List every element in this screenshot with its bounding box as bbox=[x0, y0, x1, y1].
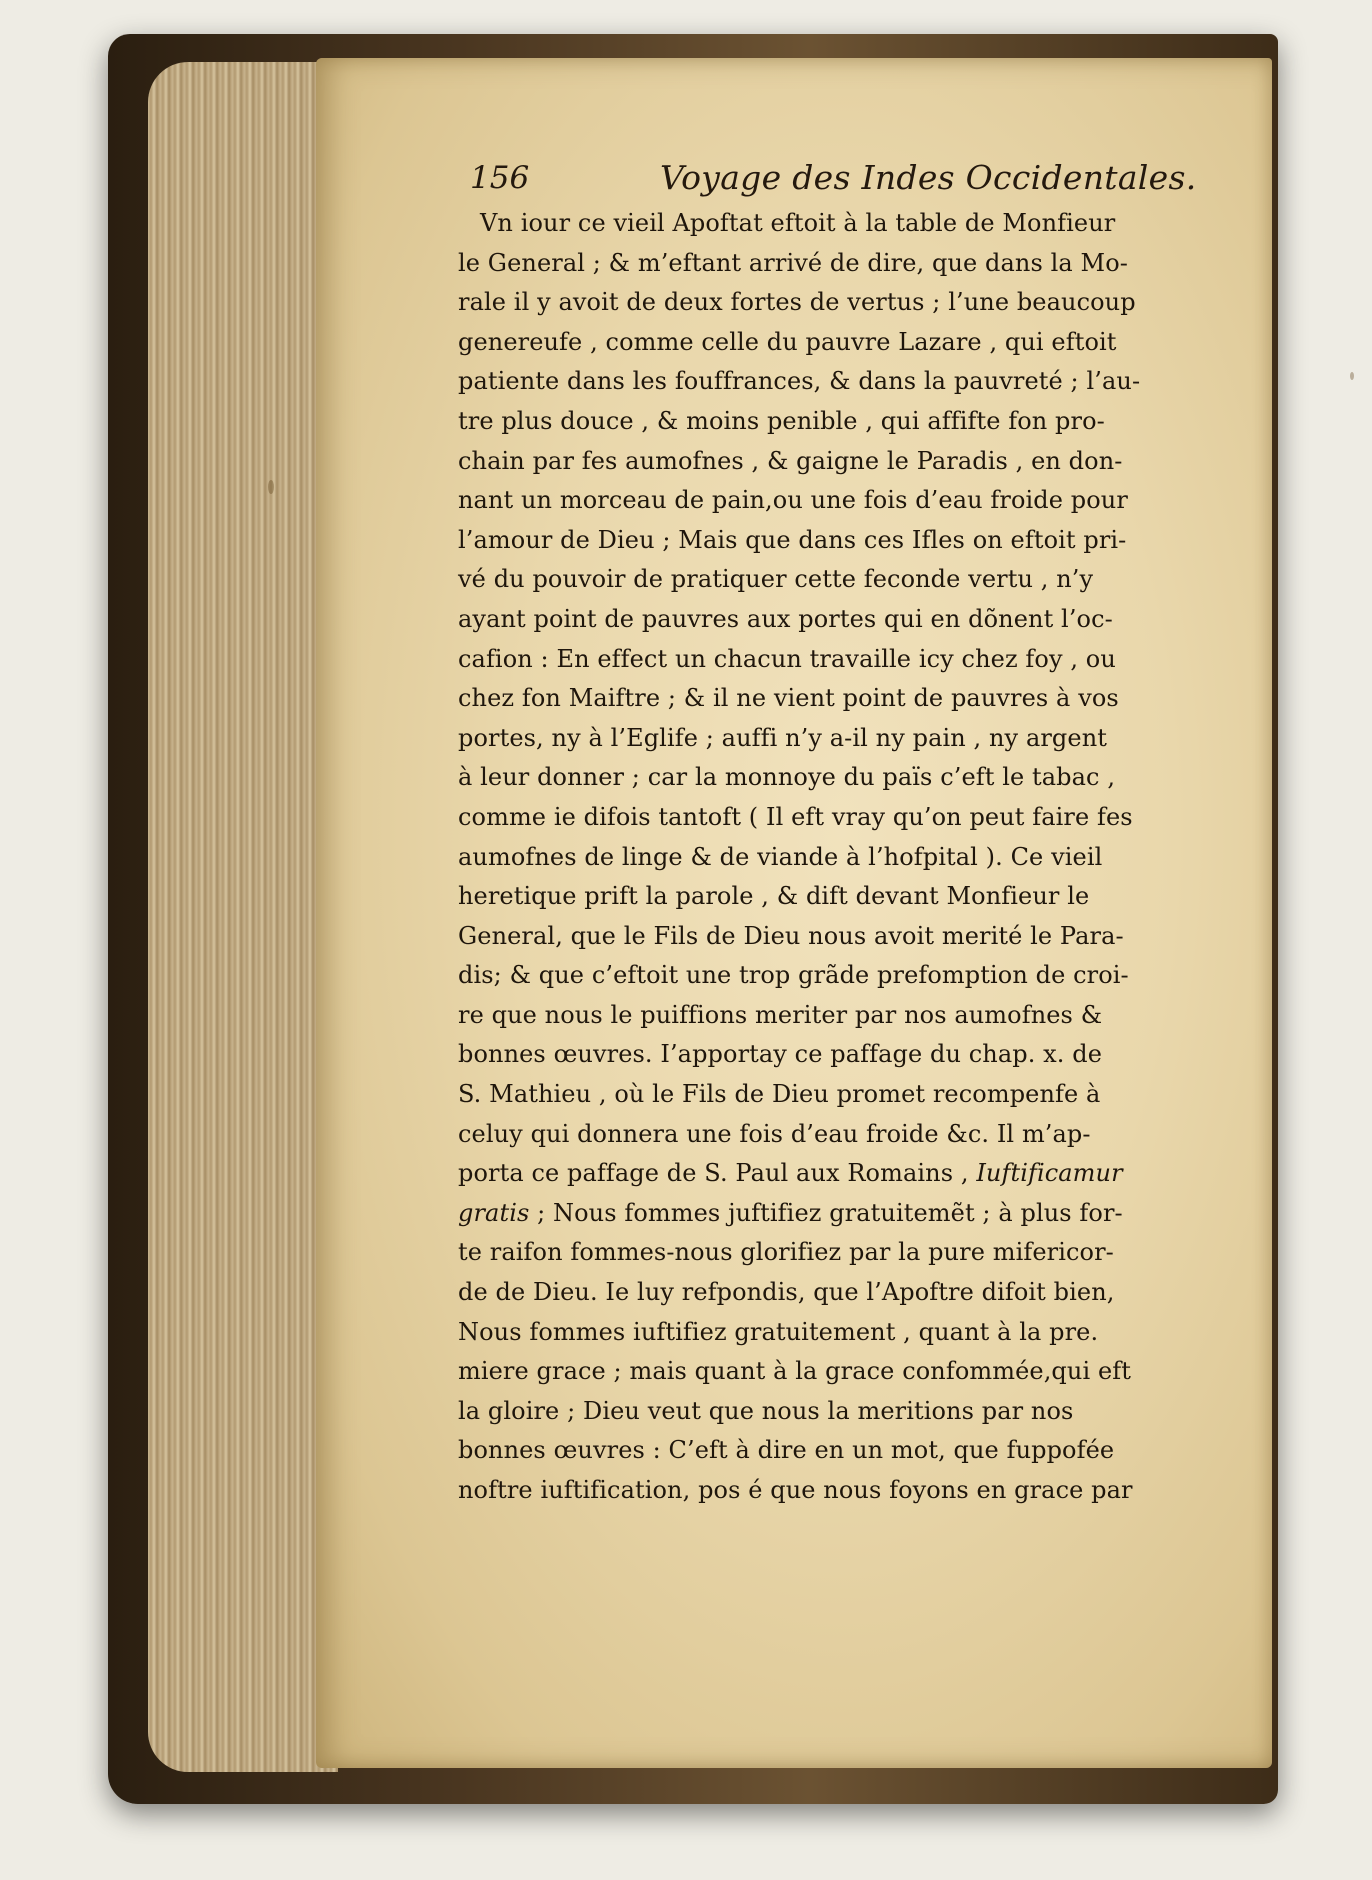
text-line: vé du pouvoir de pratiquer cette feconde vertu , n’y bbox=[458, 565, 1094, 594]
text-line: la gloire ; Dieu veut que nous la meritions par nos bbox=[458, 1396, 1074, 1425]
text-line: l’amour de Dieu ; Mais que dans ces Ifles on eftoit pri- bbox=[458, 525, 1127, 554]
text-line: tre plus douce , & moins penible , qui affifte fon pro- bbox=[458, 406, 1105, 435]
text-line: miere grace ; mais quant à la grace confommée,qui eft bbox=[458, 1357, 1131, 1386]
page-number: 156 bbox=[470, 160, 530, 196]
text-line: cafion : En effect un chacun travaille icy chez foy , ou bbox=[458, 644, 1116, 673]
italic-latin: gratis bbox=[458, 1198, 530, 1227]
line-text: porta ce paffage de S. Paul aux Romains , bbox=[458, 1159, 969, 1188]
text-line: bonnes œuvres. I’apportay ce paffage du chap. x. de bbox=[458, 1040, 1103, 1069]
page-edges bbox=[148, 62, 338, 1772]
text-line: General, que le Fils de Dieu nous avoit merité le Para- bbox=[458, 921, 1124, 950]
text-line: Nous fommes iuftifiez gratuitement , quant à la pre. bbox=[458, 1317, 1099, 1346]
text-line: le General ; & m’eftant arrivé de dire, que dans la Mo- bbox=[458, 248, 1128, 277]
text-line: patiente dans les fouffrances, & dans la pauvreté ; l’au- bbox=[458, 367, 1141, 396]
text-line: aumofnes de linge & de viande à l’hofpital ). Ce vieil bbox=[458, 842, 1103, 871]
text-line: bonnes œuvres : C’eft à dire en un mot, que fuppofée bbox=[458, 1436, 1115, 1465]
running-head bbox=[470, 156, 1197, 206]
text-line: celuy qui donnera une fois d’eau froide &c. Il m’ap- bbox=[458, 1119, 1091, 1148]
text-line-with-italic bbox=[458, 1154, 1158, 1194]
text-line: te raifon fommes-nous glorifiez par la pure mifericor- bbox=[458, 1238, 1114, 1267]
text-line: portes, ny à l’Eglife ; auffi n’y a-il ny pain , ny argent bbox=[458, 723, 1107, 752]
body-text bbox=[458, 204, 1158, 1511]
text-line: chez fon Maiftre ; & il ne vient point de pauvres à vos bbox=[458, 684, 1119, 713]
running-title: Voyage des Indes Occidentales. bbox=[660, 158, 1197, 197]
text-line: dis; & que c’eftoit une trop grãde prefomption de croi- bbox=[458, 961, 1129, 990]
text-line: comme ie difois tantoft ( Il eft vray qu’on peut faire fes bbox=[458, 802, 1133, 831]
text-line: genereufe , comme celle du pauvre Lazare , qui eftoit bbox=[458, 327, 1117, 356]
text-line: de de Dieu. Ie luy refpondis, que l’Apoftre difoit bien, bbox=[458, 1278, 1115, 1307]
ink-speck bbox=[1350, 372, 1354, 380]
text-line: noftre iuftification, pos é que nous foyons en grace par bbox=[458, 1476, 1133, 1504]
text-line: nant un morceau de pain,ou une fois d’eau froide pour bbox=[458, 486, 1128, 515]
text-line: re que nous le puiffions meriter par nos aumofnes & bbox=[458, 1000, 1103, 1029]
text-line: à leur donner ; car la monnoye du païs c’eft le tabac , bbox=[458, 763, 1116, 792]
text-line-with-italic bbox=[458, 1194, 1158, 1234]
line-text: ; Nous fommes juftifiez gratuitemẽt ; à plus for- bbox=[529, 1198, 1123, 1227]
text-line: ayant point de pauvres aux portes qui en dõnent l’oc- bbox=[458, 604, 1113, 633]
text-line: Vn iour ce vieil Apoftat eftoit à la table de Monfieur bbox=[480, 209, 1116, 237]
ink-speck bbox=[268, 480, 274, 494]
text-line: chain par fes aumofnes , & gaigne le Paradis , en don- bbox=[458, 446, 1123, 475]
italic-latin: Iuftificamur bbox=[976, 1159, 1123, 1188]
text-line: rale il y avoit de deux fortes de vertus ; l’une beaucoup bbox=[458, 288, 1136, 317]
text-line: S. Mathieu , où le Fils de Dieu promet recompenfe à bbox=[458, 1080, 1101, 1109]
text-line: heretique prift la parole , & dift devant Monfieur le bbox=[458, 882, 1090, 911]
